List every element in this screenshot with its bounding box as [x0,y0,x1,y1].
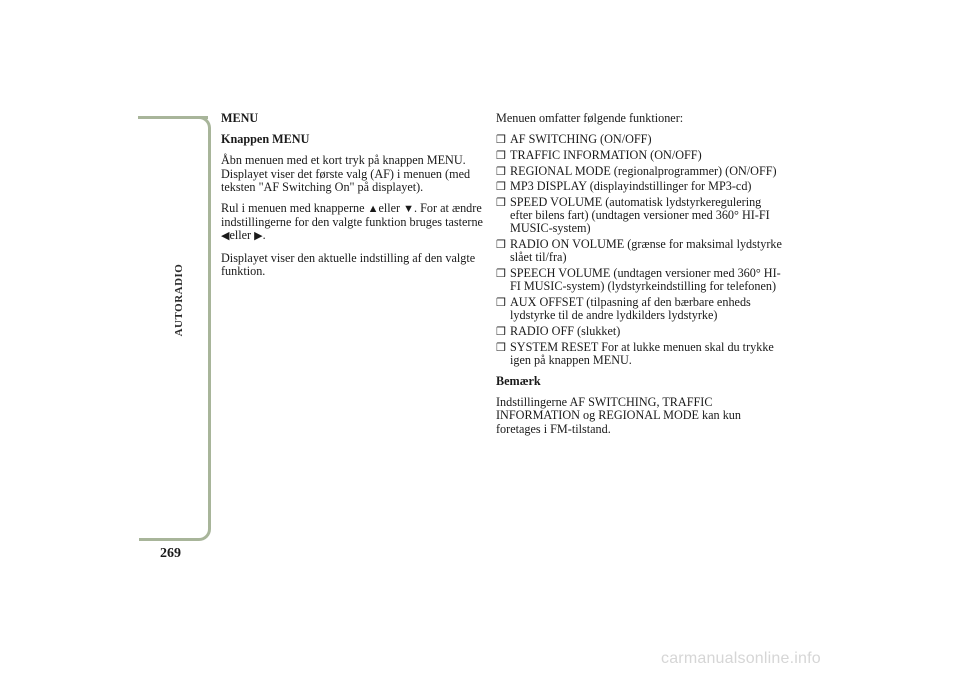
checkbox-bullet-icon: ❒ [496,341,506,354]
page-number: 269 [160,546,181,561]
checkbox-bullet-icon: ❒ [496,165,506,178]
paragraph-scroll-menu: Rul i menuen med knapperne ▲eller ▼. For at ændre indstillingerne for den valgte funktion bruges tasterne ◀eller ▶. [221,201,483,243]
list-item: ❒ SPEED VOLUME (automatisk lydstyrkeregulering efter bilens fart) (undtagen versioner med 360° HI-FI MUSIC-system) [496,195,770,236]
features-list [496,133,786,367]
list-item: ❒ AF SWITCHING (ON/OFF) [496,132,652,147]
watermark: carmanualsonline.info [661,650,821,667]
note-heading: Bemærk [496,373,541,388]
section-heading: MENU [221,111,259,125]
features-intro: Menuen omfatter følgende funktioner: [496,111,684,125]
right-column [496,112,786,444]
paragraph-open-menu: Åbn menuen med et kort tryk på knappen MENU. Displayet viser det første valg (AF) i menuen (med teksten "AF Switching On" på displayet). [221,153,471,194]
checkbox-bullet-icon: ❒ [496,181,506,194]
arrow-left-icon: ◀ [221,230,230,243]
list-item: ❒ MP3 DISPLAY (displayindstillinger for MP3-cd) [496,179,752,194]
list-item: ❒ AUX OFFSET (tilpasning af den bærbare enheds lydstyrke til de andre lydkilders lydstyrke) [496,294,751,323]
checkbox-bullet-icon: ❒ [496,268,506,281]
checkbox-bullet-icon: ❒ [496,239,506,252]
arrow-down-icon: ▼ [403,203,415,216]
list-item: ❒ RADIO ON VOLUME (grænse for maksimal lydstyrke slået til/fra) [496,237,782,265]
arrow-right-icon: ▶ [254,230,263,243]
subheading: Knappen MENU [221,132,310,147]
list-item: ❒ RADIO OFF (slukket) [496,323,621,338]
section-tab: AUTORADIO [173,263,185,337]
checkbox-bullet-icon: ❒ [496,134,506,147]
list-item: ❒ SPEECH VOLUME (undtagen versioner med 360° HI-FI MUSIC-system) (lydstyrkeindstilling for telefonen) [496,266,781,294]
list-item: ❒ SYSTEM RESET For at lukke menuen skal du trykke igen på knappen MENU. [496,339,774,367]
checkbox-bullet-icon: ❒ [496,296,506,309]
arrow-up-icon: ▲ [367,203,379,216]
checkbox-bullet-icon: ❒ [496,197,506,210]
list-item: ❒ REGIONAL MODE (regionalprogrammer) (ON/OFF) [496,163,777,178]
list-item: ❒ TRAFFIC INFORMATION (ON/OFF) [496,147,702,162]
note-text: Indstillingerne AF SWITCHING, TRAFFIC INFORMATION og REGIONAL MODE kan kun foretages i FM-tilstand. [496,395,741,436]
left-column [221,112,491,286]
checkbox-bullet-icon: ❒ [496,149,506,162]
paragraph-display-setting: Displayet viser den aktuelle indstilling af den valgte funktion. [221,250,476,278]
checkbox-bullet-icon: ❒ [496,325,506,338]
